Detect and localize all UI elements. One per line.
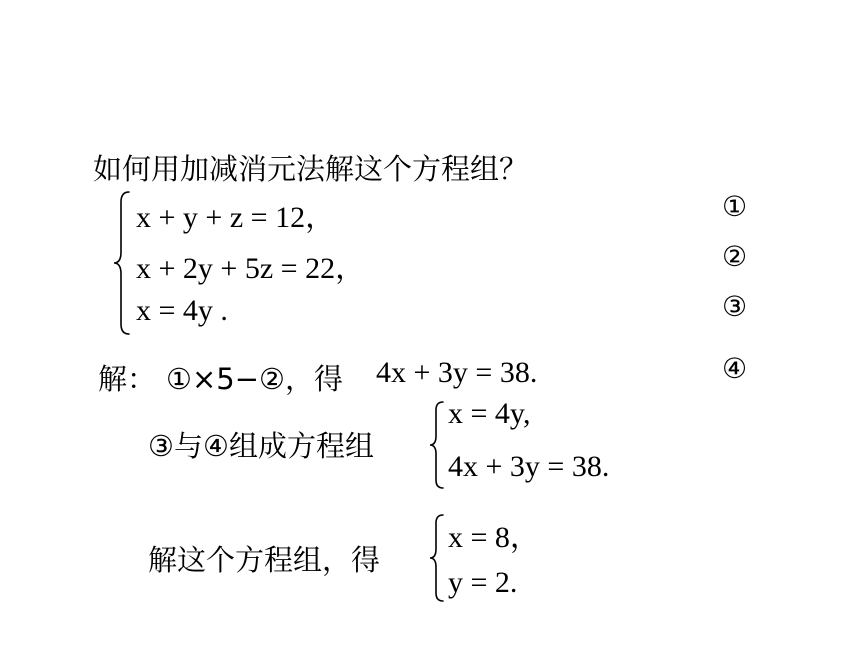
marker-2: ② <box>722 240 748 273</box>
solution-operation: ①×5−②，得 <box>166 362 344 396</box>
equation-2: x + 2y + 5z = 22， <box>136 252 366 285</box>
system-brace <box>112 190 132 336</box>
marker-4: ④ <box>722 352 748 385</box>
equation-3: x = 4y . <box>136 294 228 327</box>
solve-text: 解这个方程组，得 <box>148 543 381 577</box>
combined-equation-2: 4x + 3y = 38. <box>448 450 610 483</box>
solution-prefix: 解： <box>98 362 157 396</box>
answer-brace <box>428 513 446 603</box>
equation-1: x + y + z = 12， <box>136 201 336 234</box>
answer-y: y = 2. <box>448 566 518 599</box>
combined-equation-1: x = 4y, <box>448 397 531 430</box>
question-text: 如何用加减消元法解这个方程组？ <box>93 152 529 186</box>
derived-equation: 4x + 3y = 38. <box>376 356 538 389</box>
marker-1: ① <box>722 190 748 223</box>
answer-x: x = 8， <box>448 521 540 554</box>
combine-text: ③与④组成方程组 <box>148 429 374 463</box>
combined-system-brace <box>428 400 446 490</box>
marker-3: ③ <box>722 290 748 323</box>
